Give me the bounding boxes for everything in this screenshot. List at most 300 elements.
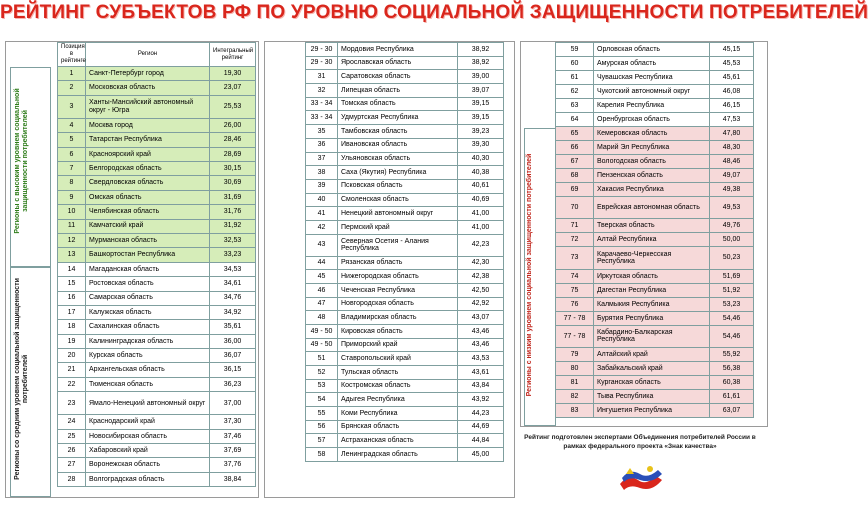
rating-cell: 25,53: [210, 95, 256, 118]
region-cell: Алтай Республика: [594, 233, 710, 247]
table-row: [58, 161, 256, 175]
position-cell: 43: [306, 234, 338, 256]
table-row: [58, 377, 256, 391]
table-row: [556, 197, 754, 219]
table-row: [58, 363, 256, 377]
region-cell: Калмыкия Республика: [594, 297, 710, 311]
region-cell: Воронежская область: [86, 458, 210, 472]
region-cell: Чукотский автономный округ: [594, 85, 710, 99]
region-cell: Камчатский край: [86, 219, 210, 233]
table-row: [58, 305, 256, 319]
rating-cell: 23,07: [210, 81, 256, 95]
rating-cell: 45,00: [458, 448, 504, 462]
region-cell: Еврейская автономная область: [594, 197, 710, 219]
position-cell: 48: [306, 311, 338, 325]
rating-cell: 49,38: [710, 183, 754, 197]
position-cell: 61: [556, 71, 594, 85]
rating-cell: 28,69: [210, 147, 256, 161]
position-cell: 49 - 50: [306, 324, 338, 338]
region-cell: Москва город: [86, 118, 210, 132]
position-cell: 76: [556, 297, 594, 311]
position-cell: 2: [58, 81, 86, 95]
rating-table-3: [555, 42, 754, 418]
rating-cell: 42,38: [458, 270, 504, 284]
position-cell: 56: [306, 420, 338, 434]
position-cell: 29 - 30: [306, 43, 338, 57]
table-row: [306, 220, 504, 234]
rating-cell: 34,53: [210, 262, 256, 276]
table-row: [556, 269, 754, 283]
rating-cell: 48,30: [710, 141, 754, 155]
position-cell: 9: [58, 190, 86, 204]
position-cell: 15: [58, 277, 86, 291]
rating-table-2: [305, 42, 504, 462]
rating-cell: 50,00: [710, 233, 754, 247]
position-cell: 12: [58, 233, 86, 247]
position-cell: 35: [306, 125, 338, 139]
rating-cell: 43,53: [458, 352, 504, 366]
rating-cell: 32,53: [210, 233, 256, 247]
rating-cell: 37,69: [210, 444, 256, 458]
table-row: [58, 205, 256, 219]
rating-cell: 44,84: [458, 434, 504, 448]
position-cell: 64: [556, 113, 594, 127]
region-cell: Дагестан Республика: [594, 283, 710, 297]
table-row: [556, 311, 754, 325]
rating-cell: 48,46: [710, 155, 754, 169]
position-cell: 67: [556, 155, 594, 169]
table-row: [306, 111, 504, 125]
position-cell: 21: [58, 363, 86, 377]
rating-cell: 43,46: [458, 324, 504, 338]
rating-cell: 38,92: [458, 43, 504, 57]
table-row: [306, 448, 504, 462]
position-cell: 70: [556, 197, 594, 219]
table-row: [306, 283, 504, 297]
rating-cell: 49,07: [710, 169, 754, 183]
rating-cell: 46,15: [710, 99, 754, 113]
region-cell: Адыгея Республика: [338, 393, 458, 407]
rating-cell: 31,76: [210, 205, 256, 219]
table-row: [306, 166, 504, 180]
position-cell: 66: [556, 141, 594, 155]
position-cell: 37: [306, 152, 338, 166]
region-cell: Ленинградская область: [338, 448, 458, 462]
position-cell: 63: [556, 99, 594, 113]
rating-cell: 36,23: [210, 377, 256, 391]
position-cell: 19: [58, 334, 86, 348]
rating-cell: 39,15: [458, 111, 504, 125]
position-cell: 51: [306, 352, 338, 366]
rating-cell: 36,00: [210, 334, 256, 348]
rating-cell: 45,53: [710, 57, 754, 71]
table-header-row: [58, 43, 256, 67]
rating-cell: 33,23: [210, 248, 256, 262]
region-cell: Оренбургская область: [594, 113, 710, 127]
position-cell: 81: [556, 376, 594, 390]
rating-cell: 43,84: [458, 379, 504, 393]
position-cell: 58: [306, 448, 338, 462]
table-row: [58, 190, 256, 204]
position-cell: 22: [58, 377, 86, 391]
position-cell: 25: [58, 429, 86, 443]
position-cell: 20: [58, 349, 86, 363]
position-cell: 23: [58, 392, 86, 415]
rating-cell: 19,30: [210, 67, 256, 81]
rating-cell: 54,46: [710, 325, 754, 347]
rating-cell: 60,38: [710, 376, 754, 390]
table-row: [58, 415, 256, 429]
table-row: [306, 338, 504, 352]
region-cell: Тюменская область: [86, 377, 210, 391]
table-row: [58, 233, 256, 247]
table-row: [556, 141, 754, 155]
table-row: [306, 234, 504, 256]
table-row: [556, 283, 754, 297]
region-cell: Ненецкий автономный округ: [338, 207, 458, 221]
rating-cell: 26,00: [210, 118, 256, 132]
region-cell: Саха (Якутия) Республика: [338, 166, 458, 180]
rating-cell: 46,08: [710, 85, 754, 99]
position-cell: 57: [306, 434, 338, 448]
position-cell: 24: [58, 415, 86, 429]
rating-cell: 37,00: [210, 392, 256, 415]
rating-cell: 54,46: [710, 311, 754, 325]
table-row: [556, 219, 754, 233]
position-cell: 60: [556, 57, 594, 71]
region-cell: Калининградская область: [86, 334, 210, 348]
region-cell: Нижегородская область: [338, 270, 458, 284]
rating-cell: 44,23: [458, 407, 504, 421]
rating-cell: 53,23: [710, 297, 754, 311]
table-row: [306, 366, 504, 380]
table-row: [556, 155, 754, 169]
group-low-label: Регионы с низким уровнем социальной защищенности потребителей: [526, 153, 533, 397]
page-title: РЕЙТИНГ СУБЪЕКТОВ РФ ПО УРОВНЮ СОЦИАЛЬНОЙ ЗАЩИЩЕННОСТИ ПОТРЕБИТЕЛЕЙ: [0, 2, 868, 23]
rating-cell: 31,69: [210, 190, 256, 204]
rating-cell: 49,53: [710, 197, 754, 219]
region-cell: Владимирская область: [338, 311, 458, 325]
region-cell: Красноярский край: [86, 147, 210, 161]
position-cell: 3: [58, 95, 86, 118]
rating-cell: 37,76: [210, 458, 256, 472]
rating-cell: 40,69: [458, 193, 504, 207]
table-row: [306, 324, 504, 338]
table-row: [306, 56, 504, 70]
table-row: [306, 179, 504, 193]
region-cell: Рязанская область: [338, 256, 458, 270]
rating-cell: 56,38: [710, 362, 754, 376]
region-cell: Костромская область: [338, 379, 458, 393]
position-cell: 17: [58, 305, 86, 319]
region-cell: Санкт-Петербург город: [86, 67, 210, 81]
region-cell: Приморский край: [338, 338, 458, 352]
table-row: [306, 70, 504, 84]
position-cell: 75: [556, 283, 594, 297]
rating-cell: 34,92: [210, 305, 256, 319]
table-row: [556, 348, 754, 362]
table-row: [556, 325, 754, 347]
table-row: [58, 219, 256, 233]
table-row: [306, 43, 504, 57]
position-cell: 31: [306, 70, 338, 84]
table-row: [306, 297, 504, 311]
position-cell: 27: [58, 458, 86, 472]
group-high-label: Регионы с высоким уровнем социальной защищенности потребителей: [14, 88, 29, 234]
region-cell: Иркутская область: [594, 269, 710, 283]
region-cell: Саратовская область: [338, 70, 458, 84]
position-cell: 38: [306, 166, 338, 180]
table-row: [58, 429, 256, 443]
position-cell: 54: [306, 393, 338, 407]
table-row: [58, 133, 256, 147]
rating-cell: 28,46: [210, 133, 256, 147]
rating-cell: 30,15: [210, 161, 256, 175]
table-row: [556, 404, 754, 418]
table-row: [58, 472, 256, 486]
table-row: [58, 320, 256, 334]
region-cell: Коми Республика: [338, 407, 458, 421]
table-row: [556, 57, 754, 71]
region-cell: Ярославская область: [338, 56, 458, 70]
region-cell: Новосибирская область: [86, 429, 210, 443]
rating-cell: 30,69: [210, 176, 256, 190]
header-region: Регион: [86, 43, 210, 67]
table-row: [306, 379, 504, 393]
rating-cell: 42,92: [458, 297, 504, 311]
position-cell: 33 - 34: [306, 111, 338, 125]
region-cell: Ростовская область: [86, 277, 210, 291]
region-cell: Самарская область: [86, 291, 210, 305]
region-cell: Орловская область: [594, 43, 710, 57]
region-cell: Ханты-Мансийский автономный округ - Югра: [86, 95, 210, 118]
rating-cell: 42,30: [458, 256, 504, 270]
position-cell: 59: [556, 43, 594, 57]
rating-cell: 45,15: [710, 43, 754, 57]
rating-cell: 40,38: [458, 166, 504, 180]
position-cell: 72: [556, 233, 594, 247]
table-row: [556, 127, 754, 141]
rating-cell: 39,30: [458, 138, 504, 152]
header-rating: Интегральный рейтинг: [210, 43, 256, 67]
rating-cell: 50,23: [710, 247, 754, 269]
region-cell: Амурская область: [594, 57, 710, 71]
region-cell: Пензенская область: [594, 169, 710, 183]
rating-cell: 44,69: [458, 420, 504, 434]
rating-cell: 43,61: [458, 366, 504, 380]
region-cell: Тверская область: [594, 219, 710, 233]
region-cell: Ингушетия Республика: [594, 404, 710, 418]
rating-cell: 39,23: [458, 125, 504, 139]
rating-cell: 36,15: [210, 363, 256, 377]
position-cell: 45: [306, 270, 338, 284]
region-cell: Хабаровский край: [86, 444, 210, 458]
table-row: [58, 458, 256, 472]
table-row: [58, 248, 256, 262]
region-cell: Курская область: [86, 349, 210, 363]
table-row: [556, 113, 754, 127]
rating-cell: 31,92: [210, 219, 256, 233]
table-row: [556, 183, 754, 197]
region-cell: Северная Осетия - Алания Республика: [338, 234, 458, 256]
position-cell: 26: [58, 444, 86, 458]
group-medium-label: Регионы со средним уровнем социальной защищенности потребителей: [14, 278, 29, 480]
rating-table-1: [57, 42, 256, 487]
region-cell: Башкортостан Республика: [86, 248, 210, 262]
rating-cell: 38,84: [210, 472, 256, 486]
position-cell: 10: [58, 205, 86, 219]
position-cell: 77 - 78: [556, 325, 594, 347]
table-row: [556, 233, 754, 247]
position-cell: 11: [58, 219, 86, 233]
region-cell: Карачаево-Черкесская Республика: [594, 247, 710, 269]
region-cell: Омская область: [86, 190, 210, 204]
region-cell: Удмуртская Республика: [338, 111, 458, 125]
region-cell: Кировская область: [338, 324, 458, 338]
position-cell: 47: [306, 297, 338, 311]
region-cell: Чеченская Республика: [338, 283, 458, 297]
table-row: [306, 352, 504, 366]
rating-cell: 41,00: [458, 207, 504, 221]
rating-cell: 40,61: [458, 179, 504, 193]
region-cell: Чувашская Республика: [594, 71, 710, 85]
rating-cell: 37,46: [210, 429, 256, 443]
rating-cell: 43,46: [458, 338, 504, 352]
region-cell: Тамбовская область: [338, 125, 458, 139]
table-row: [306, 420, 504, 434]
region-cell: Вологодская область: [594, 155, 710, 169]
rating-cell: 47,80: [710, 127, 754, 141]
position-cell: 13: [58, 248, 86, 262]
table-row: [556, 376, 754, 390]
table-row: [58, 67, 256, 81]
table-row: [58, 95, 256, 118]
position-cell: 74: [556, 269, 594, 283]
region-cell: Томская область: [338, 97, 458, 111]
region-cell: Пермский край: [338, 220, 458, 234]
table-row: [58, 147, 256, 161]
table-row: [58, 262, 256, 276]
rating-cell: 49,76: [710, 219, 754, 233]
region-cell: Новгородская область: [338, 297, 458, 311]
region-cell: Смоленская область: [338, 193, 458, 207]
rating-cell: 51,69: [710, 269, 754, 283]
table-row: [306, 193, 504, 207]
table-row: [556, 99, 754, 113]
table-row: [556, 169, 754, 183]
rating-cell: 55,92: [710, 348, 754, 362]
position-cell: 32: [306, 84, 338, 98]
table-row: [58, 176, 256, 190]
rating-cell: 34,61: [210, 277, 256, 291]
table-row: [556, 362, 754, 376]
rating-cell: 39,00: [458, 70, 504, 84]
table-row: [556, 71, 754, 85]
position-cell: 42: [306, 220, 338, 234]
table-row: [306, 407, 504, 421]
region-cell: Ульяновская область: [338, 152, 458, 166]
table-row: [306, 311, 504, 325]
table-row: [306, 138, 504, 152]
region-cell: Белгородская область: [86, 161, 210, 175]
table-row: [306, 256, 504, 270]
table-row: [556, 85, 754, 99]
position-cell: 4: [58, 118, 86, 132]
region-cell: Магаданская область: [86, 262, 210, 276]
position-cell: 52: [306, 366, 338, 380]
table-row: [556, 43, 754, 57]
table-row: [556, 247, 754, 269]
position-cell: 39: [306, 179, 338, 193]
position-cell: 29 - 30: [306, 56, 338, 70]
region-cell: Алтайский край: [594, 348, 710, 362]
rating-cell: 36,07: [210, 349, 256, 363]
position-cell: 69: [556, 183, 594, 197]
rating-cell: 47,53: [710, 113, 754, 127]
region-cell: Ямало-Ненецкий автономный округ: [86, 392, 210, 415]
table-row: [306, 207, 504, 221]
region-cell: Ивановская область: [338, 138, 458, 152]
position-cell: 8: [58, 176, 86, 190]
table-row: [306, 434, 504, 448]
rating-cell: 38,92: [458, 56, 504, 70]
region-cell: Кемеровская область: [594, 127, 710, 141]
position-cell: 16: [58, 291, 86, 305]
position-cell: 71: [556, 219, 594, 233]
rating-cell: 45,61: [710, 71, 754, 85]
rating-cell: 40,30: [458, 152, 504, 166]
position-cell: 49 - 50: [306, 338, 338, 352]
rating-cell: 42,50: [458, 283, 504, 297]
position-cell: 46: [306, 283, 338, 297]
table-row: [58, 81, 256, 95]
header-position: Позиция в рейтинге: [58, 43, 86, 67]
position-cell: 73: [556, 247, 594, 269]
table-row: [306, 393, 504, 407]
position-cell: 65: [556, 127, 594, 141]
position-cell: 41: [306, 207, 338, 221]
region-cell: Астраханская область: [338, 434, 458, 448]
rating-cell: 42,23: [458, 234, 504, 256]
table-row: [58, 444, 256, 458]
region-cell: Бурятия Республика: [594, 311, 710, 325]
position-cell: 82: [556, 390, 594, 404]
position-cell: 40: [306, 193, 338, 207]
table-row: [306, 270, 504, 284]
position-cell: 14: [58, 262, 86, 276]
region-cell: Мордовия Республика: [338, 43, 458, 57]
table-row: [306, 97, 504, 111]
region-cell: Карелия Республика: [594, 99, 710, 113]
quality-mark-logo: [616, 462, 666, 496]
position-cell: 44: [306, 256, 338, 270]
position-cell: 83: [556, 404, 594, 418]
table-row: [58, 392, 256, 415]
position-cell: 7: [58, 161, 86, 175]
region-cell: Кабардино-Балкарская Республика: [594, 325, 710, 347]
table-row: [58, 277, 256, 291]
table-row: [306, 125, 504, 139]
region-cell: Липецкая область: [338, 84, 458, 98]
rating-cell: 37,30: [210, 415, 256, 429]
table-row: [556, 390, 754, 404]
position-cell: 28: [58, 472, 86, 486]
rating-cell: 34,76: [210, 291, 256, 305]
position-cell: 62: [556, 85, 594, 99]
region-cell: Челябинская область: [86, 205, 210, 219]
region-cell: Хакасия Республика: [594, 183, 710, 197]
table-row: [58, 291, 256, 305]
